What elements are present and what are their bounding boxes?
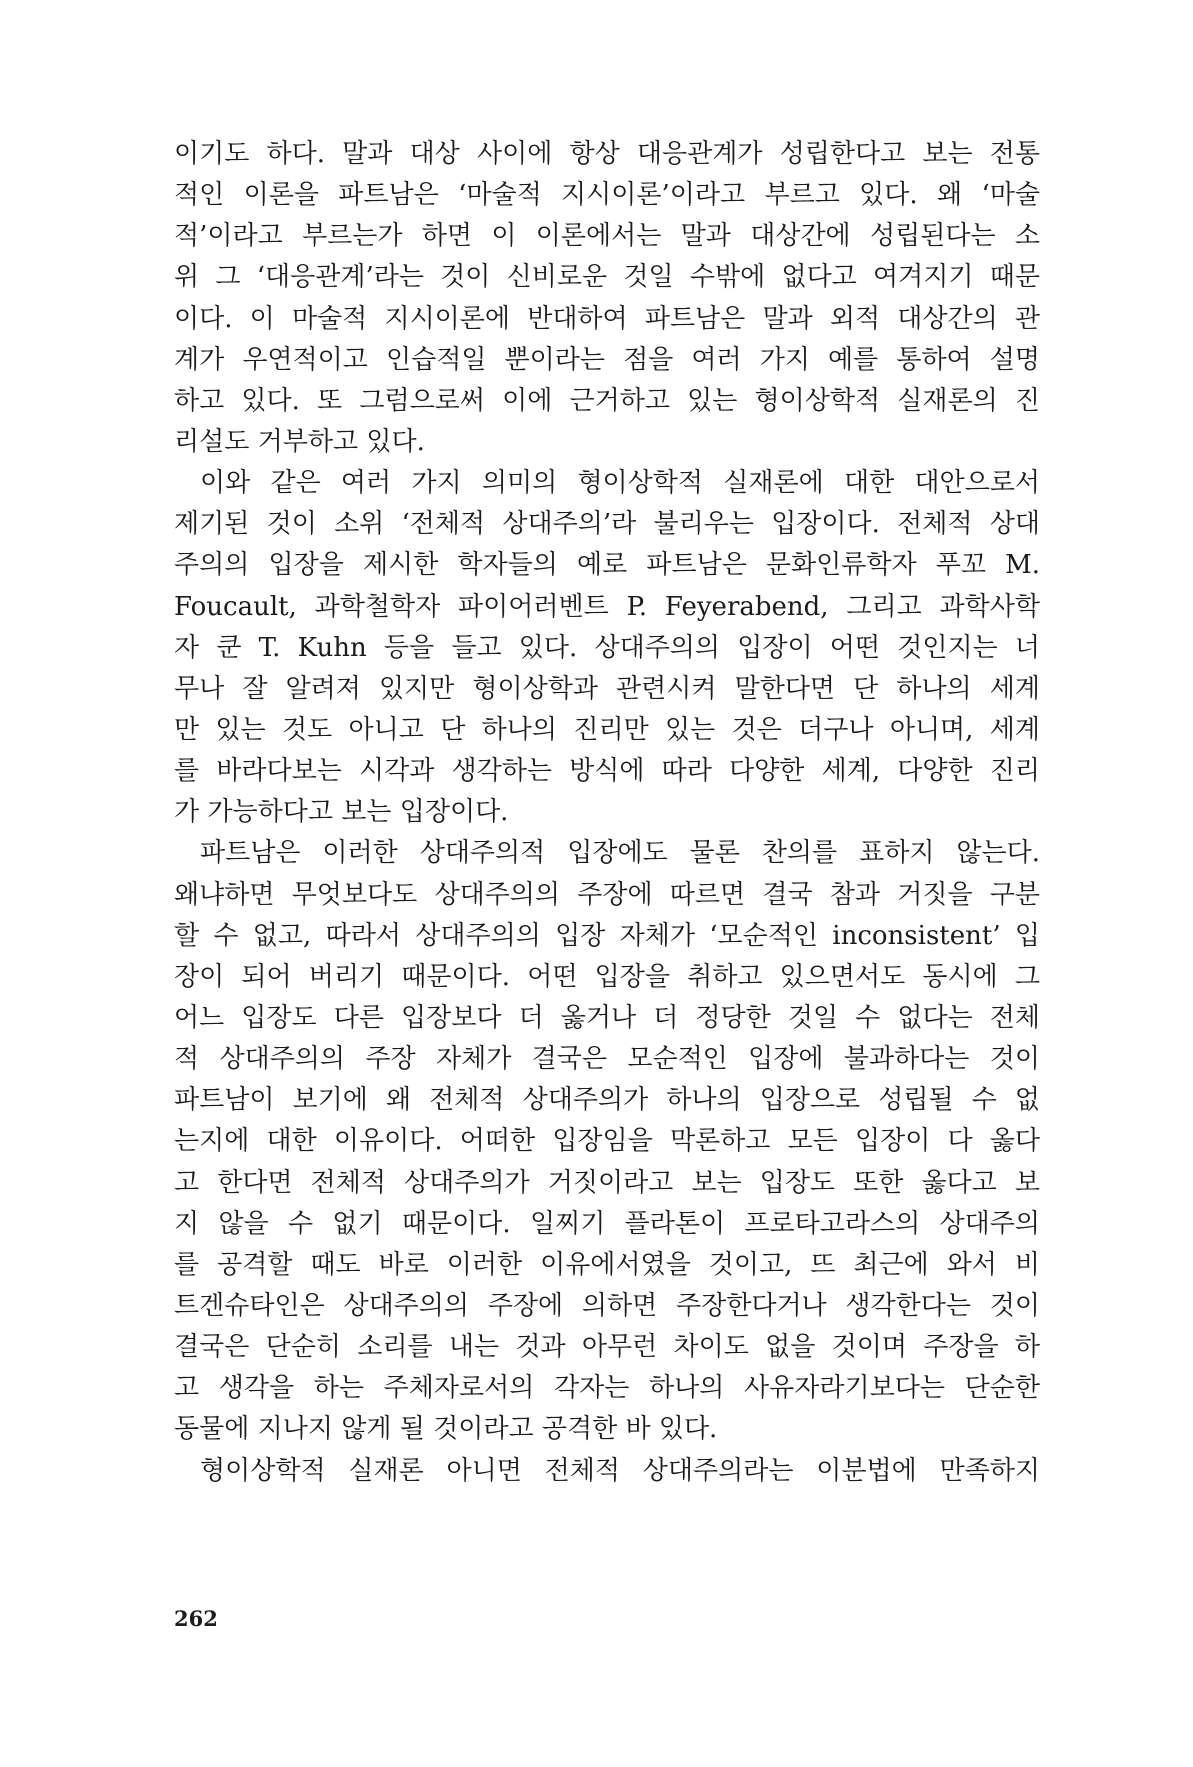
text-line: 결국은 단순히 소리를 내는 것과 아무런 차이도 없을 것이며 주장을 하 bbox=[174, 1332, 1040, 1363]
text-line: 파트남이 보기에 왜 전체적 상대주의가 하나의 입장으로 성립될 수 없 bbox=[174, 1085, 1040, 1116]
text-line: 어느 입장도 다른 입장보다 더 옳거나 더 정당한 것일 수 없다는 전체 bbox=[174, 1002, 1040, 1033]
text-line: 를 바라다보는 시각과 생각하는 방식에 따라 다양한 세계, 다양한 진리 bbox=[174, 756, 1040, 787]
page-number: 262 bbox=[174, 1606, 218, 1631]
text-line: 적 상대주의의 주장 자체가 결국은 모순적인 입장에 불과하다는 것이 bbox=[174, 1044, 1040, 1075]
text-line: 이와 같은 여러 가지 의미의 형이상학적 실재론에 대한 대안으로서 bbox=[200, 468, 1040, 499]
text-line: 자 쿤 T. Kuhn 등을 들고 있다. 상대주의의 입장이 어떤 것인지는 너 bbox=[174, 632, 1040, 663]
paragraph-1 bbox=[174, 134, 1040, 463]
text-line: 위 그 ‘대응관계’라는 것이 신비로운 것일 수밖에 없다고 여겨지기 때문 bbox=[174, 262, 1040, 293]
text-line: 고 생각을 하는 주체자로서의 각자는 하나의 사유자라기보다는 단순한 bbox=[174, 1373, 1040, 1404]
text-line: 적인 이론을 파트남은 ‘마술적 지시이론’이라고 부르고 있다. 왜 ‘마술 bbox=[174, 180, 1040, 211]
text-line: 계가 우연적이고 인습적일 뿐이라는 점을 여러 가지 예를 통하여 설명 bbox=[174, 344, 1040, 375]
text-line: 고 한다면 전체적 상대주의가 거짓이라고 보는 입장도 또한 옳다고 보 bbox=[174, 1167, 1040, 1198]
paragraph-4 bbox=[174, 1451, 1040, 1492]
text-line: 이다. 이 마술적 지시이론에 반대하여 파트남은 말과 외적 대상간의 관 bbox=[174, 303, 1040, 334]
text-line: 를 공격할 때도 바로 이러한 이유에서였을 것이고, 뜨 최근에 와서 비 bbox=[174, 1249, 1040, 1280]
text-line: 파트남은 이러한 상대주의적 입장에도 물론 찬의를 표하지 않는다. bbox=[200, 838, 1040, 869]
text-line: 형이상학적 실재론 아니면 전체적 상대주의라는 이분법에 만족하지 bbox=[200, 1455, 1040, 1486]
text-line: 지 않을 수 없기 때문이다. 일찌기 플라톤이 프로타고라스의 상대주의 bbox=[174, 1208, 1040, 1239]
text-line: 이기도 하다. 말과 대상 사이에 항상 대응관계가 성립한다고 보는 전통 bbox=[174, 139, 1040, 169]
text-line: 동물에 지나지 않게 될 것이라고 공격한 바 있다. bbox=[174, 1414, 718, 1445]
paragraph-2 bbox=[174, 463, 1040, 833]
text-line: 무나 잘 알려져 있지만 형이상학과 관련시켜 말한다면 단 하나의 세계 bbox=[174, 673, 1040, 704]
text-line: 제기된 것이 소위 ‘전체적 상대주의’라 불리우는 입장이다. 전체적 상대 bbox=[174, 509, 1040, 540]
text-line: 적’이라고 부르는가 하면 이 이론에서는 말과 대상간에 성립된다는 소 bbox=[174, 221, 1040, 252]
text-line: 트겐슈타인은 상대주의의 주장에 의하면 주장한다거나 생각한다는 것이 bbox=[174, 1290, 1040, 1321]
page-body bbox=[174, 134, 1040, 1492]
paragraph-3 bbox=[174, 833, 1040, 1450]
text-line: 는지에 대한 이유이다. 어떠한 입장임을 막론하고 모든 입장이 다 옳다 bbox=[174, 1126, 1040, 1157]
text-line: 왜냐하면 무엇보다도 상대주의의 주장에 따르면 결국 참과 거짓을 구분 bbox=[174, 879, 1040, 910]
text-line: 가 가능하다고 보는 입장이다. bbox=[174, 797, 509, 828]
text-line: 할 수 없고, 따라서 상대주의의 입장 자체가 ‘모순적인 inconsistent’ 입 bbox=[174, 920, 1040, 951]
text-line: 장이 되어 버리기 때문이다. 어떤 입장을 취하고 있으면서도 동시에 그 bbox=[174, 961, 1040, 992]
text-line: Foucault, 과학철학자 파이어러벤트 P. Feyerabend, 그리고 과학사학 bbox=[174, 591, 1040, 622]
text-line: 하고 있다. 또 그럼으로써 이에 근거하고 있는 형이상학적 실재론의 진 bbox=[174, 385, 1040, 416]
text-line: 리설도 거부하고 있다. bbox=[174, 426, 425, 457]
text-line: 만 있는 것도 아니고 단 하나의 진리만 있는 것은 더구나 아니며, 세계 bbox=[174, 714, 1040, 745]
text-line: 주의의 입장을 제시한 학자들의 예로 파트남은 문화인류학자 푸꼬 M. bbox=[174, 550, 1040, 581]
